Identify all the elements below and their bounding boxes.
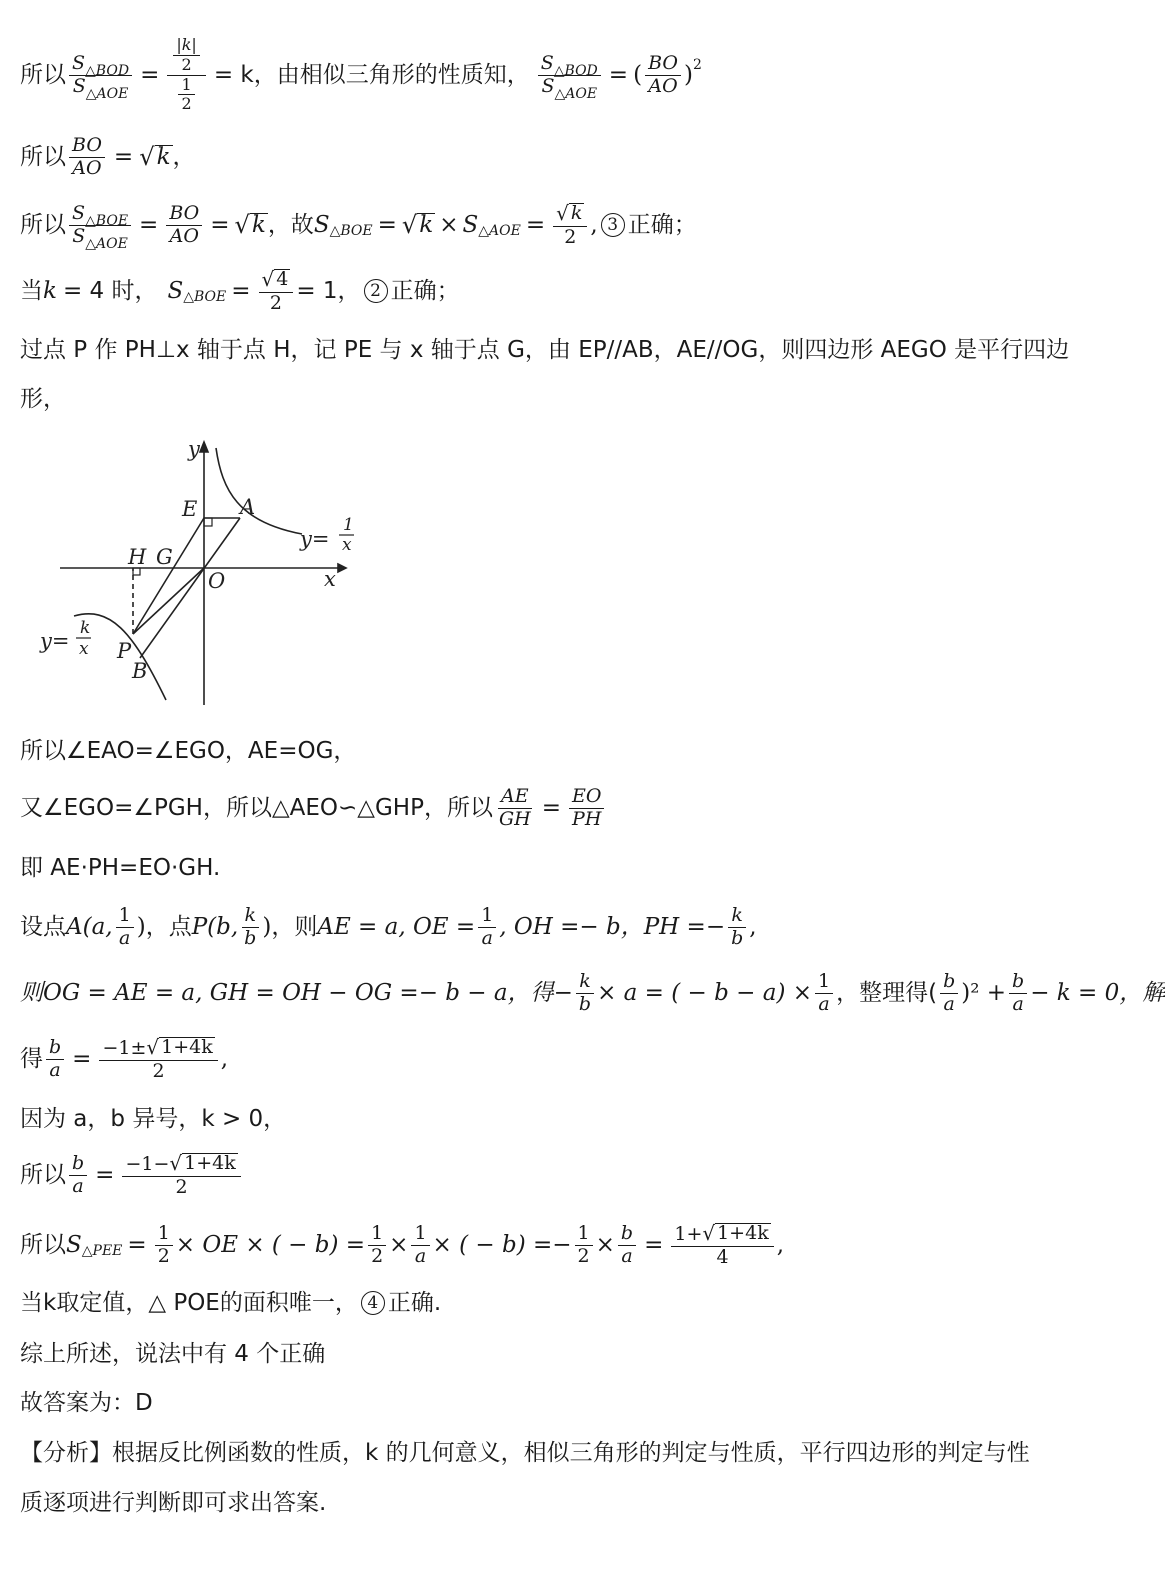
line-11 [20, 970, 1165, 1016]
sub: △AOE [85, 85, 129, 102]
fraction [671, 1220, 773, 1268]
line-5: 过点 P 作 PH⊥x 轴于点 H，记 PE 与 x 轴于点 G，由 EP//AB，AE//OG，则四边形 AEGO 是平行四边 [20, 336, 1070, 363]
circled-2: 2 [364, 279, 388, 303]
paren: ) [262, 913, 272, 940]
fraction [538, 51, 601, 102]
two: 2 [564, 225, 577, 248]
AO: AO [648, 74, 678, 97]
fraction [155, 1221, 173, 1267]
eq: = [231, 277, 251, 304]
text: )² + [961, 979, 1007, 1006]
curve-1-over-x [216, 448, 302, 534]
label-H: H [128, 545, 147, 569]
eq: = [608, 61, 629, 88]
a: a [118, 926, 131, 949]
k: k [728, 906, 746, 928]
a: a [818, 992, 830, 1015]
a: a [49, 1058, 61, 1081]
eq: = [139, 211, 159, 238]
line-9: 即 AE·PH=EO·GH. [20, 854, 221, 881]
AO: AO [72, 156, 102, 179]
two: 2 [181, 94, 192, 114]
sub: △BOE [183, 289, 227, 305]
label-B: B [132, 659, 148, 683]
b: b [731, 926, 744, 949]
line-6: 形， [20, 385, 66, 412]
fraction [728, 903, 746, 949]
b: b [578, 992, 592, 1015]
text: = 4 时， [62, 277, 158, 304]
fraction [575, 1221, 593, 1267]
line-1: 所以 $\frac{S_{\triangle BOD}}{S_{\triangle AOE}}$ = $\frac{\frac{|k|}{2}}{\frac{1}{2}}$ = k，由相似三角形的性质知， $\frac{S_{\triangle BOD}}{S_{\triangle AOE}}$ = ( $\frac{BO}{AO}$ ) 2 [20, 34, 702, 114]
sqrt [401, 210, 435, 239]
rad: √ [169, 1150, 183, 1175]
fraction [259, 266, 294, 314]
rad: √ [556, 200, 569, 225]
curve2-lhs: y= [40, 629, 70, 653]
text: 又∠EGO=∠PGH，所以△AEO∽△GHP，所以 [20, 794, 493, 821]
sqrt [234, 210, 268, 239]
fraction [46, 1035, 64, 1081]
text: 设点 [20, 913, 66, 940]
line-16 [20, 1290, 441, 1316]
line-10: 设点 A(a, $\frac{1}{a}$ ) ，点 P(b, $\frac{k}{b}$ ) ，则 AE = a, OE = $\frac{1}{a}$ , OH =− b，PH =− $\frac{k}{b}$ , [20, 903, 757, 949]
a: a [1012, 992, 1024, 1015]
S: S [72, 74, 86, 97]
b: b [46, 1038, 64, 1060]
text: × [595, 1231, 615, 1258]
line-15: 所以 S △PEE = $\frac{1}{2}$ × OE × ( − b) = $\frac{1}{2}$ × $\frac{1}{a}$ × ( − b) =− $\frac{1}{2}$ × $\frac{b}{a}$ = 1+ √ 1+4k 4 , [20, 1220, 785, 1268]
text: 所以 [20, 1161, 66, 1188]
fraction [645, 51, 681, 97]
sub: △AOE [554, 85, 598, 102]
text: 当k取定值，△ POE的面积唯一， [20, 1289, 358, 1316]
label-O: O [208, 569, 226, 593]
paren: ) [136, 913, 146, 940]
text: ，故 [267, 211, 314, 238]
rad: √ [261, 266, 275, 291]
right-angle-H [133, 568, 140, 575]
text: × a = ( − b − a) × [597, 979, 813, 1006]
fraction [167, 34, 205, 114]
two: 2 [175, 1175, 188, 1198]
text: × OE × ( − b) = [175, 1231, 366, 1258]
label-G: G [156, 545, 173, 569]
BO: BO [645, 54, 681, 76]
curve2-den: x [79, 639, 89, 659]
fraction [496, 784, 534, 830]
rad: √ [702, 1220, 716, 1245]
text: 得 [20, 1045, 43, 1072]
label-x: x [324, 567, 336, 591]
eq: = [113, 143, 134, 170]
k: k [43, 277, 57, 304]
fraction [69, 1151, 87, 1197]
one-plus: 1+ [674, 1222, 703, 1245]
S: S [72, 224, 86, 247]
text: 当 [20, 277, 43, 304]
k: k [570, 201, 583, 224]
BO: BO [166, 204, 202, 226]
label-A: A [240, 495, 256, 519]
abs-k: |k| [173, 37, 199, 56]
figure-graph [30, 430, 380, 715]
fraction [69, 51, 132, 102]
eq: = [377, 211, 397, 238]
one: 1 [155, 1224, 173, 1246]
inner: 1+4k [161, 1035, 213, 1058]
rad: √ [146, 1034, 160, 1059]
line-13: 因为 a，b 异号，k > 0， [20, 1105, 287, 1132]
fraction [478, 903, 496, 949]
fraction [940, 969, 958, 1015]
text: 所以 [20, 61, 66, 88]
label-y: y [188, 437, 200, 461]
b: b [1009, 972, 1027, 994]
curve1-lhs: y= [300, 527, 330, 551]
fraction [815, 969, 833, 1015]
times: × [439, 211, 459, 238]
S: S [462, 211, 479, 238]
a: a [621, 1244, 633, 1267]
circled-3: 3 [601, 213, 625, 237]
text: 正确； [390, 277, 460, 304]
curve2-num: k [80, 618, 91, 638]
line-19: 【分析】根据反比例函数的性质，k 的几何意义，相似三角形的判定与性质，平行四边形的判定与性 [20, 1439, 1030, 1466]
one: 1 [478, 906, 496, 928]
line-12: 得 $\frac{b}{a}$ = −1± √ 1+4k 2 , [20, 1034, 229, 1082]
fraction [1009, 969, 1027, 1015]
curve1-den: x [342, 535, 352, 555]
line-17: 综上所述，说法中有 4 个正确 [20, 1340, 326, 1367]
sub: △BOD [553, 62, 598, 79]
S: S [540, 51, 554, 74]
four: 4 [276, 267, 289, 290]
k: k [251, 212, 266, 239]
b: b [69, 1154, 87, 1176]
eq: = [644, 1231, 664, 1258]
two: 2 [181, 54, 192, 74]
rad: √ [401, 210, 418, 239]
k: k [242, 906, 260, 928]
inner: 1+4k [184, 1151, 236, 1174]
neg-one-minus: −1− [125, 1152, 170, 1175]
label-E: E [182, 497, 198, 521]
fraction [116, 903, 134, 949]
fraction [569, 784, 604, 830]
k: k [156, 144, 171, 171]
line-20: 质逐项进行判断即可求出答案. [20, 1489, 327, 1516]
fraction [553, 200, 587, 248]
text: , OH =− b，PH =− [499, 913, 726, 940]
two: 2 [269, 291, 282, 314]
A-point: A(a, [66, 913, 113, 940]
eq: = [140, 61, 160, 88]
sub: △AOE [85, 235, 128, 252]
text: 正确； [627, 211, 697, 238]
line-8 [20, 785, 607, 831]
sub: △BOE [329, 223, 373, 239]
a: a [414, 1244, 427, 1267]
one: 1 [411, 1224, 429, 1246]
EO: EO [569, 787, 604, 809]
text: = k，由相似三角形的性质知， [213, 61, 530, 88]
fraction [576, 969, 594, 1015]
S: S [541, 74, 555, 97]
fraction [69, 201, 131, 252]
x-axis-arrow [338, 564, 346, 572]
eq: = [95, 1161, 115, 1188]
a: a [72, 1174, 84, 1197]
line-4 [20, 268, 460, 314]
text: 则OG = AE = a, GH = OH − OG =− b − a，得− [20, 979, 573, 1006]
y-axis-arrow [200, 442, 208, 452]
rad: √ [234, 210, 250, 239]
S: S [66, 1231, 82, 1258]
line-14 [20, 1152, 244, 1198]
a: a [481, 926, 493, 949]
text: 所以 [20, 143, 66, 170]
text: × [389, 1231, 409, 1258]
sub: △BOD [85, 62, 130, 79]
BO: BO [69, 136, 105, 158]
text: 正确. [387, 1289, 442, 1316]
text: 所以 [20, 1231, 66, 1258]
b: b [244, 926, 257, 949]
sub: △PEE [81, 1243, 123, 1259]
one: 1 [815, 972, 833, 994]
text: ，点 [145, 913, 192, 940]
b: b [940, 972, 958, 994]
line-7: 所以∠EAO=∠EGO，AE=OG， [20, 737, 357, 764]
GH: GH [498, 807, 531, 830]
two: 2 [577, 1244, 590, 1267]
label-P: P [117, 639, 132, 663]
one: 1 [368, 1224, 386, 1246]
text: − k = 0，解 [1030, 979, 1165, 1006]
S: S [313, 211, 330, 238]
b: b [618, 1224, 636, 1246]
PH: PH [572, 807, 602, 830]
eq: = [210, 211, 230, 238]
eq: = [541, 794, 561, 821]
line-18: 故答案为：D [20, 1389, 153, 1416]
inner: 1+4k [717, 1221, 769, 1244]
one: 1 [178, 77, 194, 96]
segment-EP [133, 518, 204, 634]
AO: AO [169, 224, 199, 247]
fraction [99, 1034, 217, 1082]
k: k [576, 972, 594, 994]
AE: AE [498, 787, 532, 809]
sub: △BOE [85, 212, 129, 229]
line-2 [20, 135, 196, 179]
P-point: P(b, [191, 913, 239, 940]
fraction [166, 201, 202, 247]
text: ，整理得( [836, 979, 938, 1006]
curve1-num: 1 [343, 515, 354, 535]
two: 2 [157, 1244, 170, 1267]
eq: = [72, 1045, 92, 1072]
sqrt [139, 142, 172, 171]
neg-one-pm: −1± [102, 1036, 147, 1059]
a: a [943, 992, 955, 1015]
fraction [411, 1221, 429, 1267]
eq: = [127, 1231, 147, 1258]
sup: 2 [692, 57, 702, 73]
right-angle-E [204, 518, 212, 526]
fraction [69, 133, 105, 179]
one: 1 [575, 1224, 593, 1246]
fraction [618, 1221, 636, 1267]
four: 4 [716, 1245, 729, 1268]
fraction [368, 1221, 386, 1267]
line-3: 所以 $\frac{S_{\triangle BOE}}{S_{\triangle AOE}}$ = $\frac{BO}{AO}$ = √ k ，故 S △BOE = √ k × S △AOE = √ k 2 , 3 正确； [20, 200, 697, 252]
text: ，则 [271, 913, 318, 940]
text: × ( − b) =− [432, 1231, 572, 1258]
fraction [241, 903, 259, 949]
text: ， [172, 143, 196, 170]
two: 2 [371, 1244, 384, 1267]
two: 2 [152, 1059, 165, 1082]
S: S [72, 51, 86, 74]
one: 1 [116, 906, 134, 928]
S: S [72, 201, 86, 224]
fraction [122, 1150, 240, 1198]
text: = 1， [296, 277, 361, 304]
AE-eq: AE = a, OE = [317, 913, 476, 940]
S: S [167, 277, 184, 304]
text: 所以 [20, 211, 66, 238]
rad: √ [139, 142, 155, 171]
circled-4: 4 [361, 1291, 385, 1315]
k: k [419, 212, 434, 239]
eq: = [525, 211, 546, 238]
segment-PO [133, 568, 204, 634]
sub: △AOE [478, 223, 521, 239]
